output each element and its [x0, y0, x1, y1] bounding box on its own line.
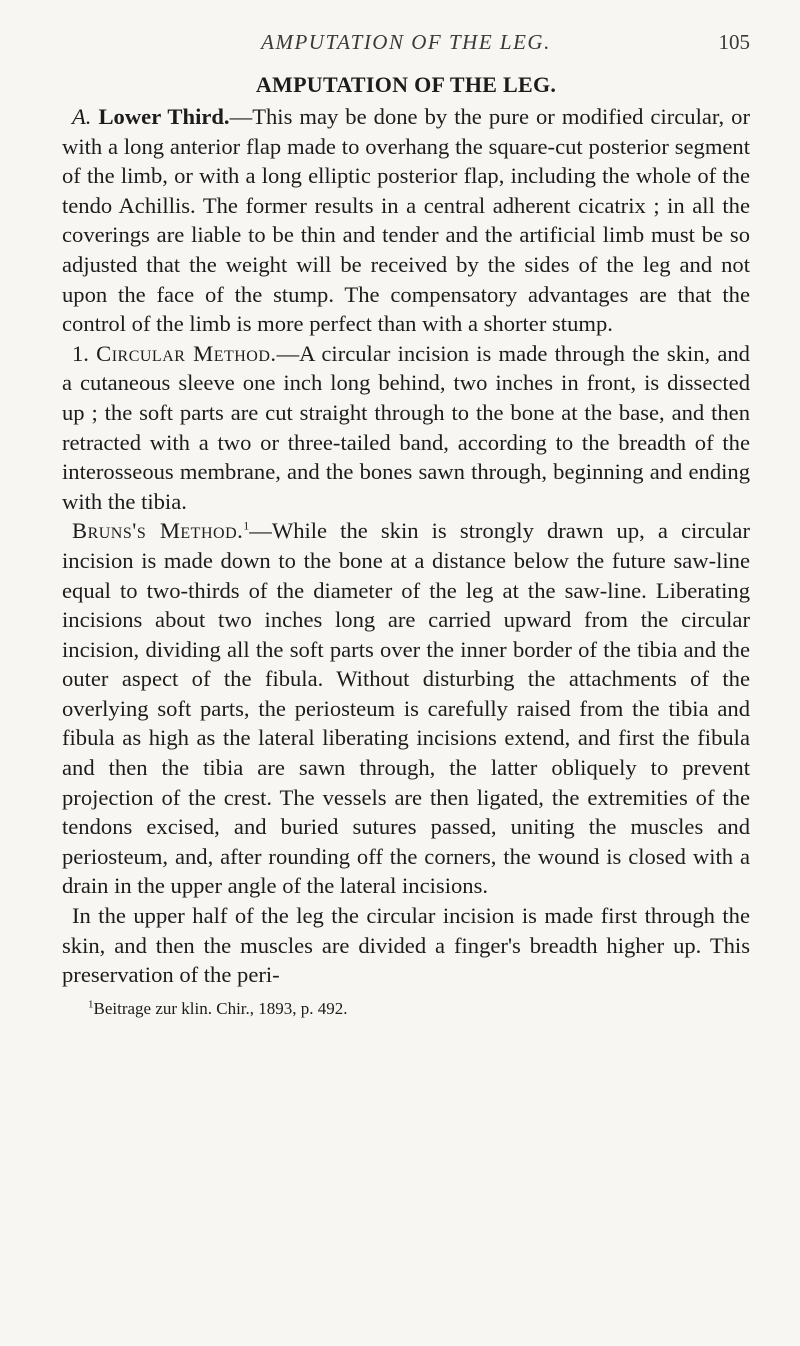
footnote-reference: 1 [243, 518, 250, 533]
paragraph-text: —This may be done by the pure or modified circular, or with a long anterior flap made to overhang the square-cut posterior segment of the limb, or with a long elliptic posterior flap, including the whole of the tendo Achillis. The former results in a central adherent cicatrix ; in all the coverings are liable to be thin and tender and the artificial limb must be so adjusted that the weight will be received by the sides of the leg and not upon the face of the stump. The compensatory advantages are that the control of the limb is more perfect than with a shorter stump. [62, 104, 751, 337]
footnote-text: Beitrage zur klin. Chir., 1893, p. 492. [93, 998, 348, 1018]
paragraph-text: In the upper half of the leg the circular incision is made first through the skin, and then the muscles are divided a finger's breadth higher up. This preservation of the peri- [62, 903, 750, 988]
page-number: 105 [718, 30, 750, 54]
page [62, 30, 750, 1020]
section-letter: A. [72, 104, 92, 129]
section-title: AMPUTATION OF THE LEG. [255, 72, 557, 97]
paragraph-upper-half [62, 901, 750, 990]
footnote-mark: 1 [88, 998, 94, 1011]
subheading-bruns-method: Bruns's Method. [72, 518, 244, 544]
subheading-lower-third: Lower Third. [98, 104, 230, 129]
paragraph-text: —While the skin is strongly drawn up, a circular incision is made down to the bone at a distance below the future saw-line equal to two-thirds of the diameter of the leg at the saw-line. Liberating incisions about two inches long are carried upward from the circular incision, dividing all the soft parts over the inner border of the tibia and the outer aspect of the fibula. Without disturbing the attachments of the overlying soft parts, the periosteum is carefully raised from the tibia and fibula as high as the lateral liberating incisions extend, and first the fibula and then the tibia are sawn through, the latter obliquely to prevent projection of the crest. The vessels are then ligated, the extremities of the tendons excised, and buried sutures passed, uniting the muscles and periosteum, and, after rounding off the corners, the wound is closed with a drain in the upper angle of the lateral incisions. [62, 518, 750, 899]
paragraph-circular-method [62, 339, 750, 517]
paragraph-bruns-method [62, 516, 750, 901]
method-number: 1. [72, 340, 89, 366]
body-text [62, 102, 750, 990]
running-title: AMPUTATION OF THE LEG. [261, 30, 551, 54]
paragraph-text: —A circular incision is made through the skin, and a cutaneous sleeve one inch long behind, two inches in front, is dissected up ; the soft parts are cut straight through to the bone at the base, and then retracted with a two or three-tailed band, according to the breadth of the interosseous membrane, and the bones sawn through, beginning and ending with the tibia. [62, 340, 750, 514]
subheading-circular-method: Circular Method. [96, 340, 277, 366]
running-head [62, 30, 750, 60]
footnote [62, 998, 750, 1020]
paragraph-lower-third [62, 102, 750, 339]
